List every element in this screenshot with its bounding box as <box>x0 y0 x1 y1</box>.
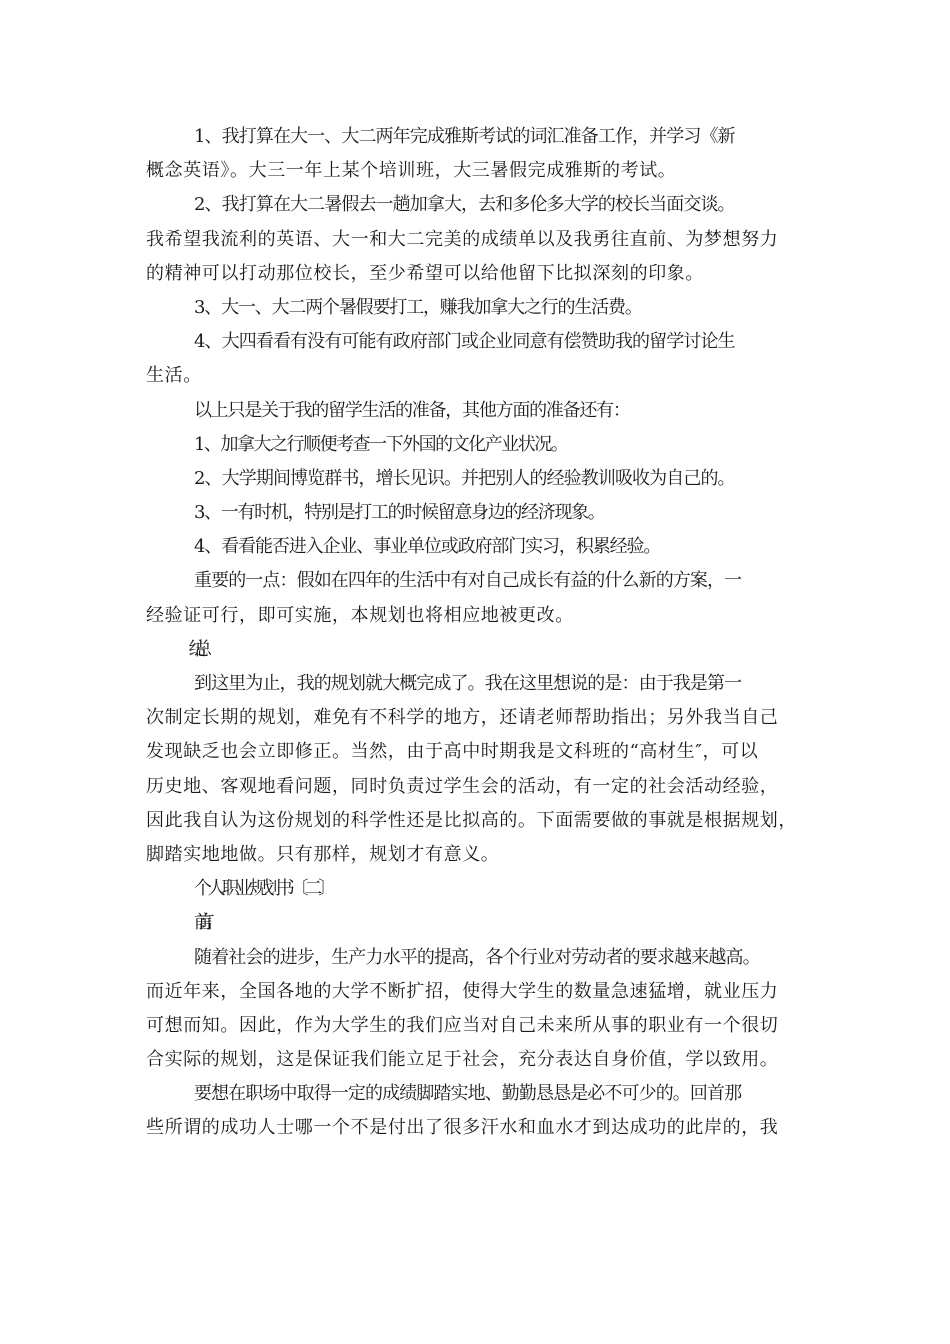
text-line: 3、大一、大二两个暑假要打工，赚我加拿大之行的生活费。 <box>194 296 642 318</box>
text-line: 以上只是关于我的留学生活的准备，其他方面的准备还有： <box>194 399 630 421</box>
text-line: 我希望我流利的英语、大一和大二完美的成绩单以及我勇往直前、为梦想努力 <box>146 228 779 250</box>
text-line: 重要的一点：假如在四年的生活中有对自己成长有益的什么新的方案，一 <box>194 570 742 592</box>
text-line: 生活。 <box>146 365 202 387</box>
text-line: 概念英语》。大三一年上某个培训班，大三暑假完成雅斯的考试。 <box>146 160 677 182</box>
text-line: 4、大四看看有没有可能有政府部门或企业同意有偿赞助我的留学讨论生 <box>194 331 735 353</box>
text-line: 脚踏实地地做。只有那样，规划才有意义。 <box>146 843 500 865</box>
text-line <box>146 633 816 667</box>
text-line: 的精神可以打动那位校长，至少希望可以给他留下比拟深刻的印象。 <box>146 262 704 284</box>
text-line: 3、一有时机，特别是打工的时候留意身边的经济现象。 <box>194 502 605 524</box>
text-line: 而近年来，全国各地的大学不断扩招，使得大学生的数量急速猛增，就业压力 <box>146 980 779 1002</box>
text-line: 因此我自认为这份规划的科学性还是比拟高的。下面需要做的事就是根据规划， <box>146 809 797 831</box>
document-body <box>146 120 816 1146</box>
text-line: 要想在职场中取得一定的成绩脚踏实地、勤勤恳恳是必不可少的。回首那 <box>194 1083 742 1105</box>
text-line: 4、看看能否进入企业、事业单位或政府部门实习，积累经验。 <box>194 536 661 558</box>
text-line: 些所谓的成功人士哪一个不是付出了很多汗水和血水才到达成功的此岸的，我 <box>146 1117 779 1139</box>
text-line: 2、大学期间博览群书，增长见识。并把别人的经验教训吸收为自己的。 <box>194 467 735 489</box>
text-line: 历史地、客观地看问题，同时负责过学生会的活动，有一定的社会活动经验， <box>146 775 779 797</box>
text-line: 前言： <box>194 912 202 934</box>
text-line: 随着社会的进步，生产力水平的提高，各个行业对劳动者的要求越来越高。 <box>194 946 760 968</box>
text-line: 1、加拿大之行顺便考查一下外国的文化产业状况。 <box>194 433 568 455</box>
text-line: 可想而知。因此，作为大学生的我们应当对自己未来所从事的职业有一个很切 <box>146 1014 779 1036</box>
text-line: 次制定长期的规划，难免有不科学的地方，还请老师帮助指出；另外我当自己 <box>146 707 779 729</box>
text-line: 经验证可行，即可实施，本规划也将相应地被更改。 <box>146 604 574 626</box>
text-line: 个人职业规划书〔二〕 <box>194 878 332 900</box>
text-line: 1、我打算在大一、大二两年完成雅斯考试的词汇准备工作，并学习《新 <box>194 126 735 147</box>
text-line: 发现缺乏也会立即修正。当然，由于高中时期我是文科班的“高材生″，可以 <box>146 741 759 763</box>
text-line: 2、我打算在大二暑假去一趟加拿大，去和多伦多大学的校长当面交谈。 <box>194 194 735 216</box>
text-line: 合实际的规划，这是保证我们能立足于社会，充分表达自身价值，学以致用。 <box>146 1049 779 1071</box>
text-line: 到这里为止，我的规划就大概完成了。我在这里想说的是：由于我是第一 <box>194 673 742 694</box>
